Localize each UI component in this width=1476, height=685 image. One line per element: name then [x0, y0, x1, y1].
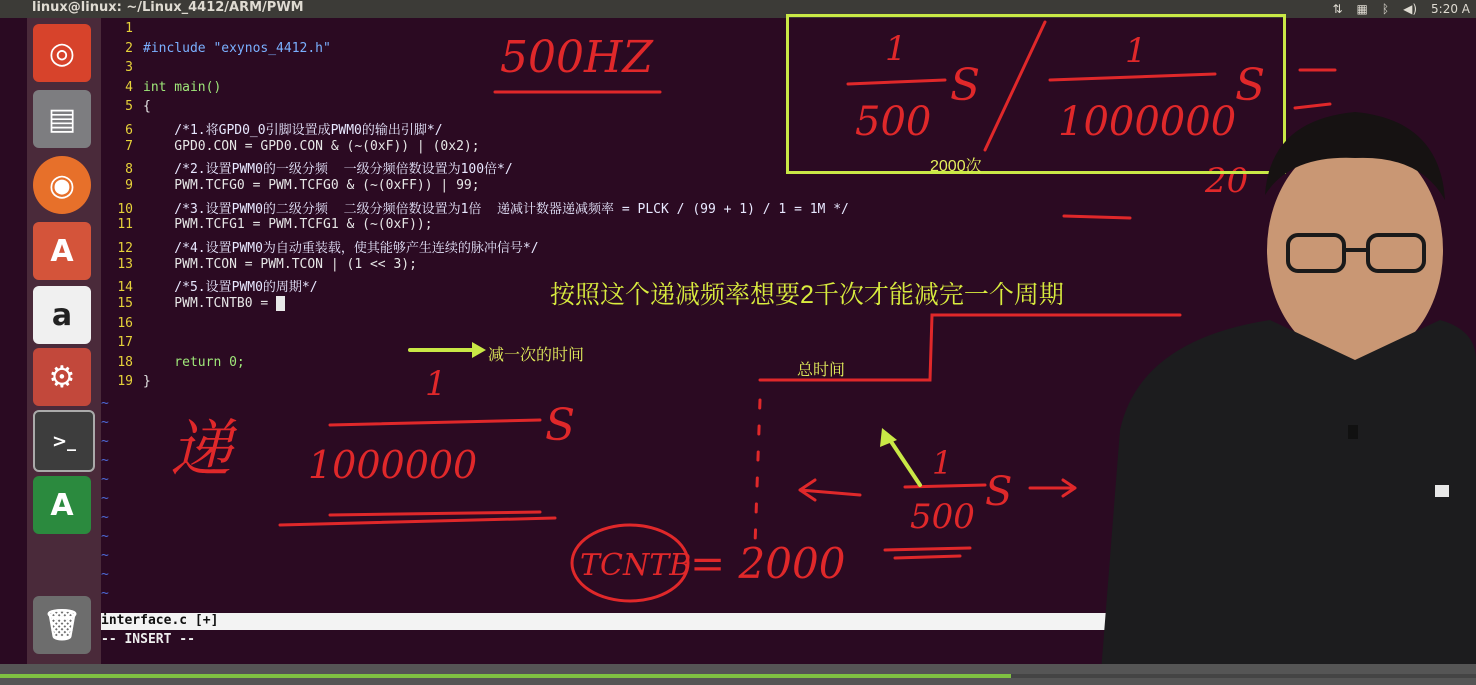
underline-short [330, 512, 540, 515]
code-line: 15 PWM.TCNTB0 = [101, 296, 285, 315]
settings-icon[interactable]: ⚙ [33, 348, 91, 406]
hw-1000000-b: 1000000 [308, 443, 478, 487]
code-line: 4 int main() [125, 80, 222, 95]
code-line: 8 /*2.设置PWM0的一级分频 一级分频倍数设置为100倍*/ [125, 162, 513, 177]
hw-1000000-a: 1000000 [1058, 99, 1237, 145]
arrow-total-line [888, 437, 920, 485]
hw-one-d: 1 [932, 444, 953, 482]
empty-line-marker: ~ [101, 453, 109, 468]
video-progress-bar[interactable] [0, 674, 1476, 678]
hw-one-c: 1 [425, 364, 447, 404]
subtitle-total: 总时间 [797, 362, 846, 379]
files-icon[interactable]: ▤ [33, 90, 91, 148]
hw-partial: 20 [1205, 161, 1249, 201]
empty-line-marker: ~ [101, 510, 109, 525]
code-line: 13 PWM.TCON = PWM.TCON | (1 << 3); [117, 257, 417, 272]
arrow-once-head [472, 342, 486, 358]
network-icon[interactable]: ⇅ [1332, 2, 1343, 16]
right-arrow [1030, 480, 1075, 496]
subtitle-count: 2000次 [930, 158, 982, 175]
firefox-icon[interactable]: ◉ [33, 156, 91, 214]
hw-s-c: S [545, 400, 576, 451]
presenter-shirt [1100, 320, 1476, 685]
left-arrow [800, 480, 860, 500]
empty-line-marker: ~ [101, 586, 109, 601]
keyboard-icon[interactable]: ▦ [1356, 2, 1368, 16]
bluetooth-icon[interactable]: ᛒ [1381, 2, 1390, 16]
hw-500-a: 500 [855, 99, 932, 145]
hw-tcntb: TCNTB [580, 548, 692, 583]
empty-line-marker: ~ [101, 548, 109, 563]
empty-line-marker: ~ [101, 567, 109, 582]
presenter-video [1080, 100, 1476, 685]
fraction-bar-3 [330, 420, 540, 425]
fraction-bar-4 [905, 485, 985, 487]
volume-icon[interactable]: ◀) [1403, 2, 1418, 16]
empty-line-marker: ~ [101, 529, 109, 544]
code-line: 3 [125, 60, 133, 75]
empty-line-marker: ~ [101, 491, 109, 506]
underline-long [280, 518, 555, 525]
empty-line-marker: ~ [101, 434, 109, 449]
hw-500-b: 500 [910, 497, 975, 537]
code-line: 18 return 0; [117, 355, 245, 370]
dash-icon[interactable]: ◎ [33, 24, 91, 82]
code-line: 17 [117, 335, 133, 350]
code-line: 7 GPD0.CON = GPD0.CON & (~(0xF)) | (0x2); [125, 139, 480, 154]
hw-one-a: 1 [885, 29, 907, 69]
hw-s-a: S [950, 60, 981, 111]
software-center-icon[interactable]: A [33, 222, 91, 280]
update-manager-icon[interactable]: A [33, 476, 91, 534]
empty-line-marker: ~ [101, 415, 109, 430]
shirt-logo [1435, 485, 1449, 497]
hw-di: 递 [170, 412, 233, 485]
code-line: 5 { [125, 99, 151, 114]
hw-eq2000: = 2000 [690, 539, 846, 588]
code-line: 10 /*3.设置PWM0的二级分频 二级分频倍数设置为1倍 递减计数器递减频率 = PLCK / (99 + 1) / 1 = 1M */ [117, 202, 849, 217]
code-line: 12 /*4.设置PWM0为自动重装载，使其能够产生连续的脉冲信号*/ [117, 241, 539, 256]
clock[interactable]: 5:20 A [1431, 2, 1470, 16]
hw-s-d: S [985, 469, 1013, 515]
lapel-mic [1348, 425, 1358, 439]
video-progress-fill [0, 674, 1011, 678]
vim-mode-line: -- INSERT -- [101, 632, 195, 647]
hw-s-b: S [1235, 60, 1266, 111]
terminal-icon[interactable]: >_ [33, 410, 95, 472]
code-line: 14 /*5.设置PWM0的周期*/ [117, 280, 318, 295]
empty-line-marker: ~ [101, 396, 109, 411]
code-line: 11 PWM.TCFG1 = PWM.TCFG1 & (~(0xF)); [117, 217, 433, 232]
code-line: 6 /*1.将GPD0_0引脚设置成PWM0的输出引脚*/ [125, 123, 443, 138]
code-line: 16 [117, 316, 133, 331]
waveform-dash [755, 400, 760, 545]
code-line: 9 PWM.TCFG0 = PWM.TCFG0 & (~(0xFF)) | 99; [125, 178, 480, 193]
code-line: 19 } [117, 374, 151, 389]
hw-500hz: 500HZ [500, 32, 653, 83]
amazon-icon[interactable]: a [33, 286, 91, 344]
empty-line-marker: ~ [101, 472, 109, 487]
hw-one-b: 1 [1125, 31, 1147, 71]
code-line: 2 #include "exynos_4412.h" [125, 41, 331, 56]
vim-status-line: interface.c [+] [101, 613, 1193, 630]
trash-icon[interactable]: 🗑 [33, 596, 91, 654]
code-line: 1 [125, 21, 133, 36]
double-underline [885, 548, 970, 558]
window-title: linux@linux: ~/Linux_4412/ARM/PWM [32, 0, 304, 15]
subtitle-main: 按照这个递减频率想要2千次才能减完一个周期 [550, 281, 1064, 309]
subtitle-once: 减一次的时间 [488, 347, 585, 364]
